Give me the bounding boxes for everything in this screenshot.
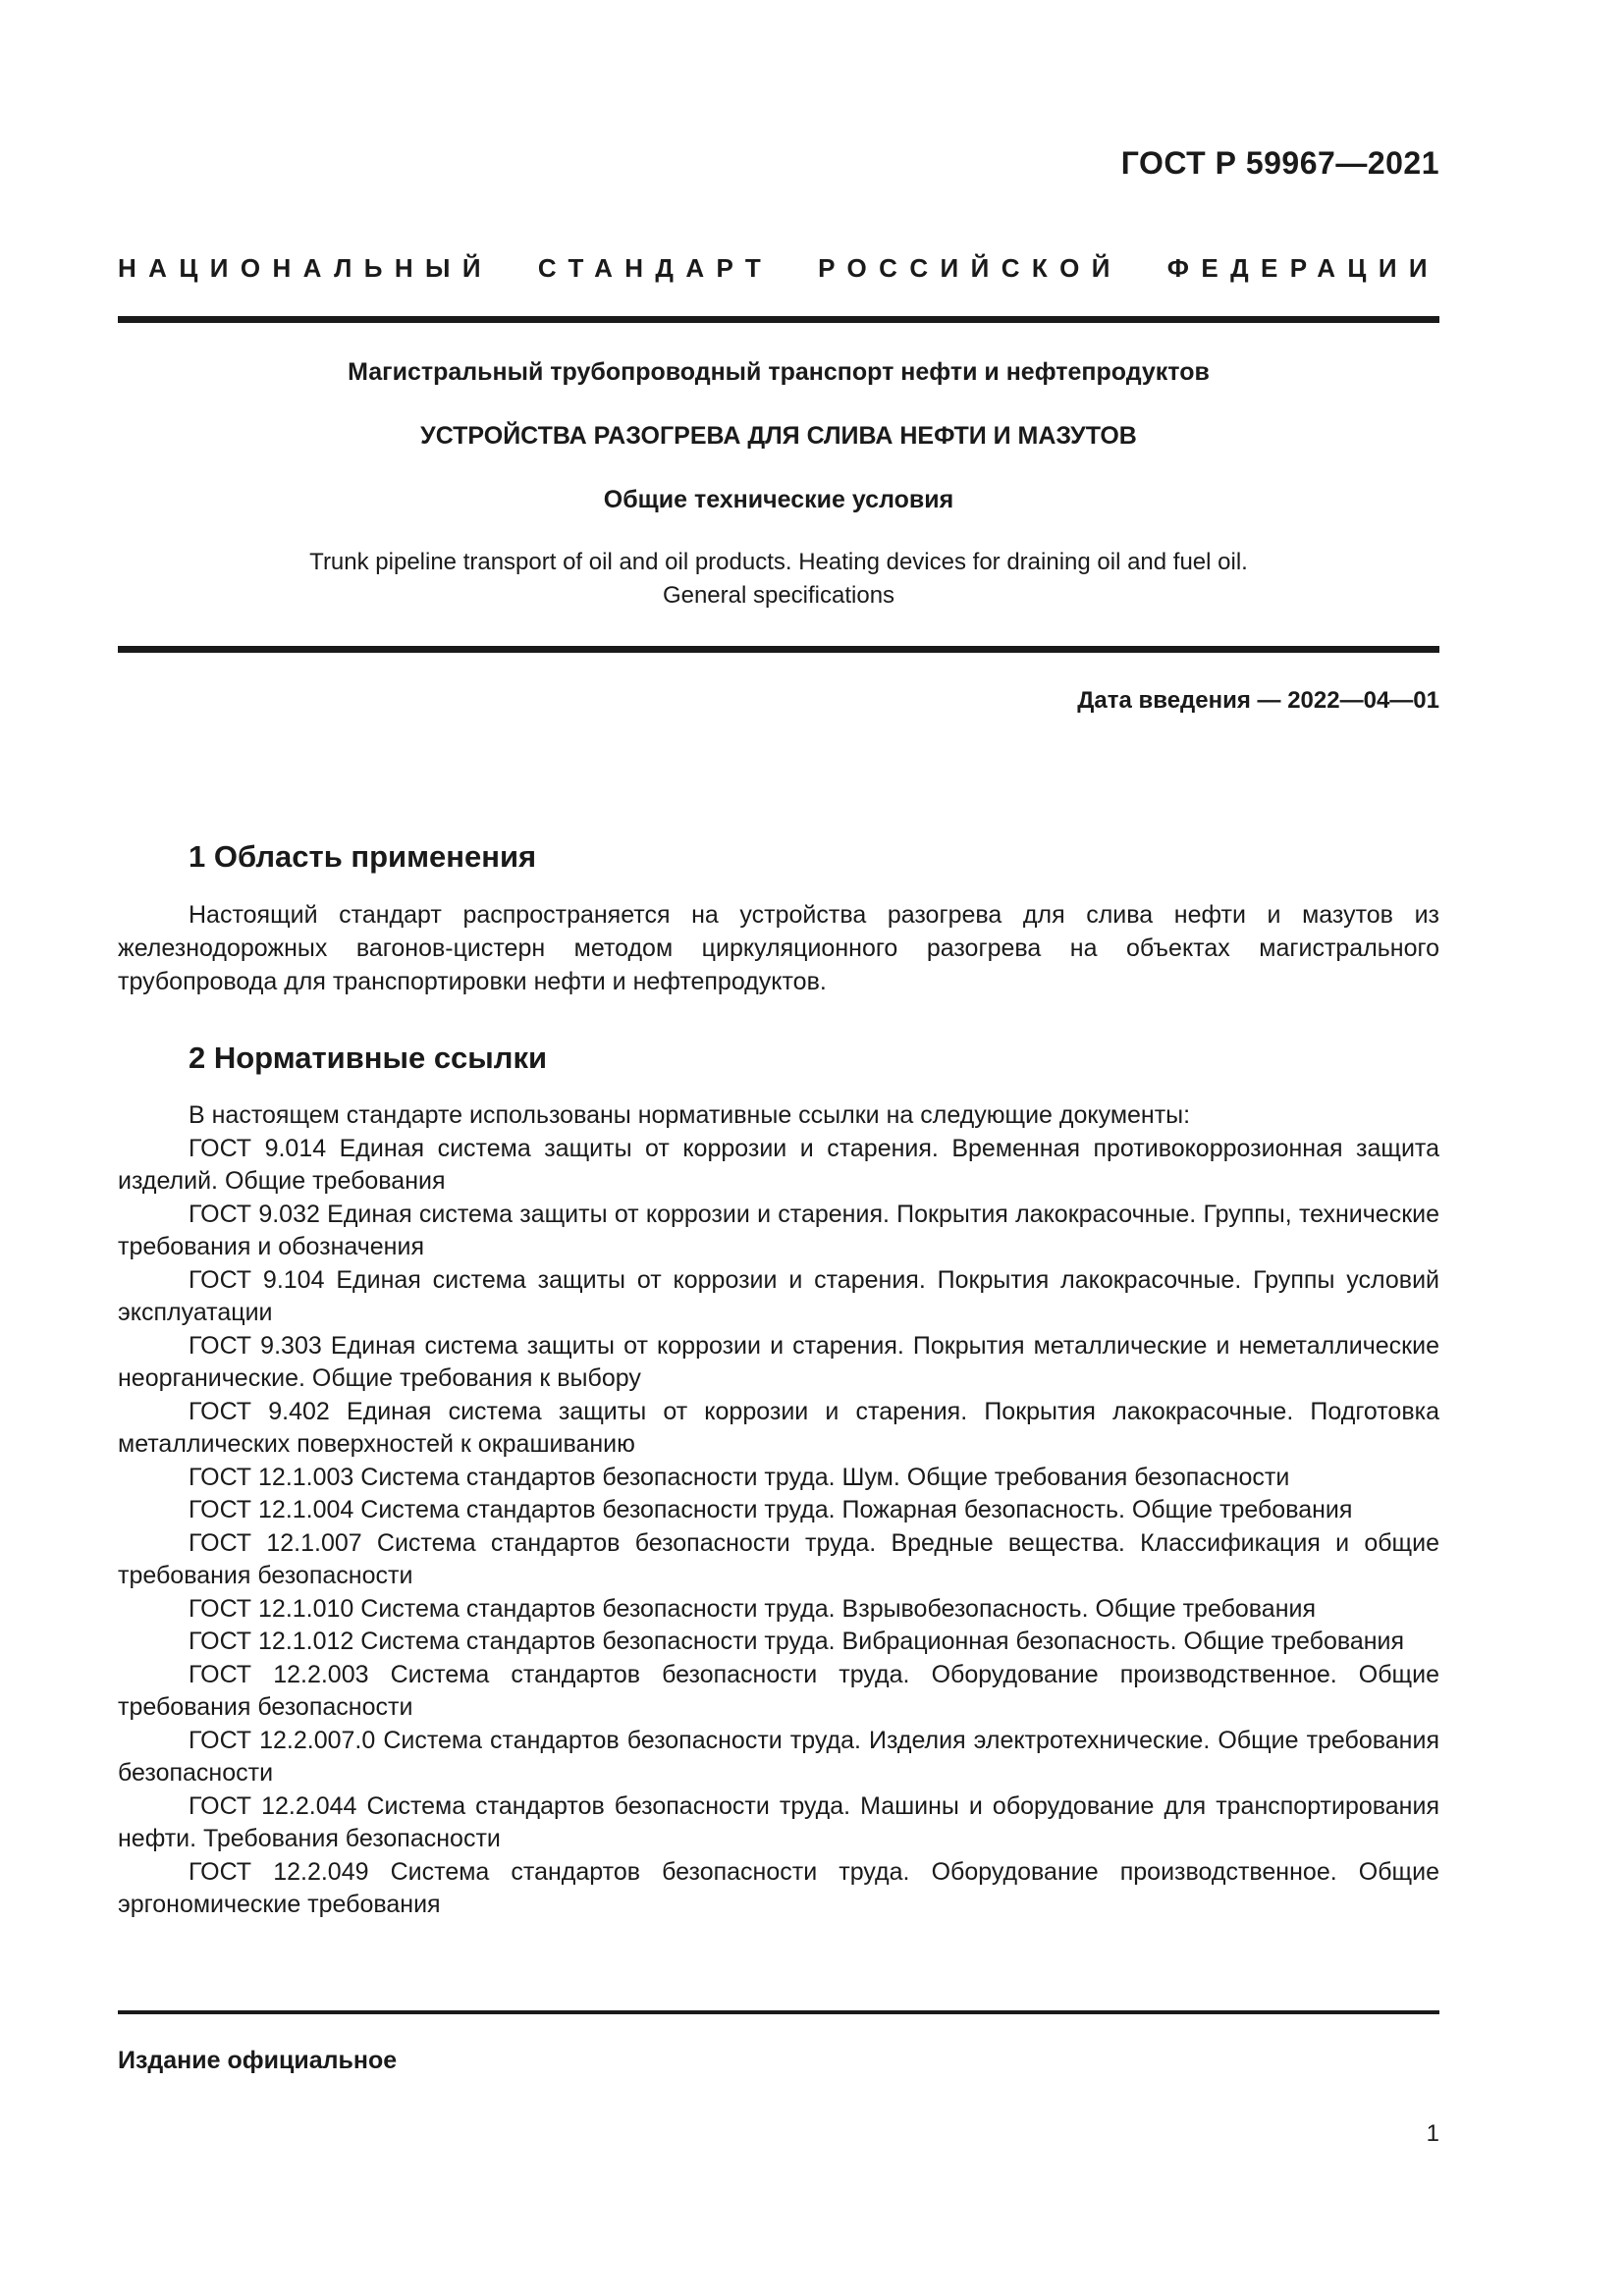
- footer-rule: [118, 2010, 1439, 2014]
- reference-item: ГОСТ 9.402 Единая система защиты от коррозии и старения. Покрытия лакокрасочные. Подготовка металлических поверхностей к окрашиванию: [118, 1397, 1439, 1458]
- reference-item: ГОСТ 9.032 Единая система защиты от коррозии и старения. Покрытия лакокрасочные. Группы, технические требования и обозначения: [118, 1200, 1439, 1260]
- title-bottom-rule: [118, 646, 1439, 653]
- page-number: 1: [1426, 2120, 1439, 2147]
- official-edition-label: Издание официальное: [118, 2047, 398, 2074]
- normative-references: [118, 1099, 1439, 1922]
- reference-item: ГОСТ 12.1.010 Система стандартов безопасности труда. Взрывобезопасность. Общие требования: [189, 1594, 1317, 1623]
- reference-item: ГОСТ 12.1.012 Система стандартов безопасности труда. Вибрационная безопасность. Общие требования: [189, 1628, 1405, 1655]
- references-intro: В настоящем стандарте использованы нормативные ссылки на следующие документы:: [189, 1101, 1191, 1129]
- document-page: [118, 0, 1439, 2296]
- reference-item: ГОСТ 12.1.004 Система стандартов безопасности труда. Пожарная безопасность. Общие требования: [189, 1496, 1353, 1523]
- section-1-title: 1 Область применения: [189, 839, 537, 874]
- document-number: ГОСТ Р 59967—2021: [1120, 145, 1439, 181]
- main-title: УСТРОЙСТВА РАЗОГРЕВА ДЛЯ СЛИВА НЕФТИ И МАЗУТОВ: [420, 422, 1137, 450]
- reference-item: ГОСТ 12.2.049 Система стандартов безопасности труда. Оборудование производственное. Общие эргономические требования: [118, 1857, 1439, 1918]
- national-standard-banner: НАЦИОНАЛЬНЫЙ СТАНДАРТ РОССИЙСКОЙ ФЕДЕРАЦИИ: [118, 253, 1439, 283]
- reference-item: ГОСТ 12.2.007.0 Система стандартов безопасности труда. Изделия электротехнические. Общие требования безопасности: [118, 1726, 1439, 1787]
- industry-title: Магистральный трубопроводный транспорт нефти и нефтепродуктов: [348, 358, 1210, 386]
- reference-item: ГОСТ 12.1.007 Система стандартов безопасности труда. Вредные вещества. Классификация и общие требования безопасности: [118, 1528, 1439, 1589]
- english-title: [118, 546, 1439, 613]
- top-rule: [118, 316, 1439, 323]
- reference-item: ГОСТ 9.303 Единая система защиты от коррозии и старения. Покрытия металлические и неметаллические неорганические. Общие требования к выбору: [118, 1331, 1439, 1392]
- english-title-line1: Trunk pipeline transport of oil and oil products. Heating devices for draining oil and fuel oil.: [309, 549, 1248, 575]
- reference-item: ГОСТ 12.2.003 Система стандартов безопасности труда. Оборудование производственное. Общие требования безопасности: [118, 1660, 1439, 1721]
- english-title-line2: General specifications: [662, 582, 895, 609]
- reference-item: ГОСТ 9.104 Единая система защиты от коррозии и старения. Покрытия лакокрасочные. Группы условий эксплуатации: [118, 1265, 1439, 1326]
- reference-item: ГОСТ 9.014 Единая система защиты от коррозии и старения. Временная противокоррозионная защита изделий. Общие требования: [118, 1134, 1439, 1195]
- introduction-date: Дата введения — 2022—04—01: [1077, 687, 1439, 714]
- subtitle: Общие технические условия: [603, 486, 954, 513]
- reference-item: ГОСТ 12.1.003 Система стандартов безопасности труда. Шум. Общие требования безопасности: [189, 1463, 1290, 1491]
- section-2-title: 2 Нормативные ссылки: [189, 1041, 548, 1075]
- reference-item: ГОСТ 12.2.044 Система стандартов безопасности труда. Машины и оборудование для транспортирования нефти. Требования безопасности: [118, 1791, 1439, 1852]
- section-1-text: Настоящий стандарт распространяется на устройства разогрева для слива нефти и мазутов из железнодорожных вагонов-цистерн методом циркуляционного разогрева на объектах магистрального трубопровода для транспортировки нефти и нефтепродуктов.: [118, 901, 1439, 995]
